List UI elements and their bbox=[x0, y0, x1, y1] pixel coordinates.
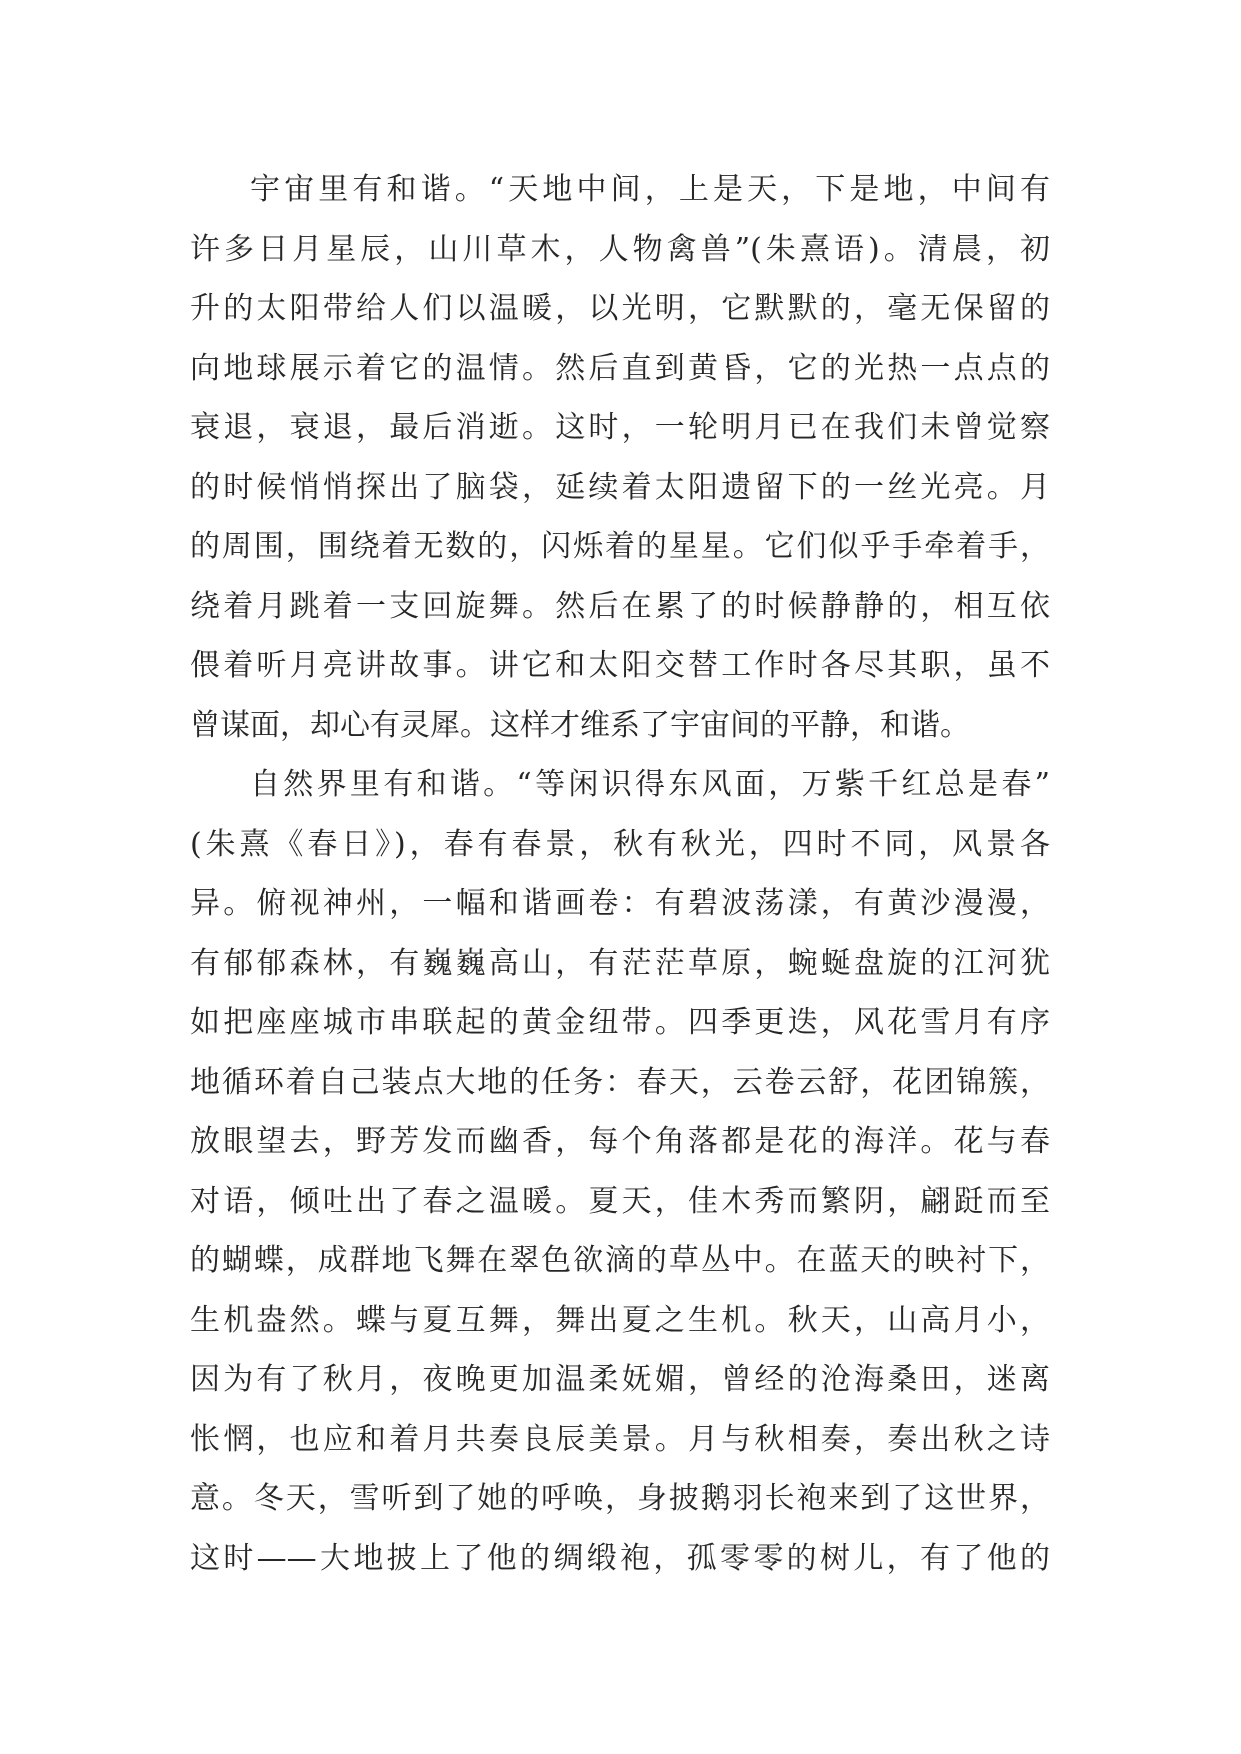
text-line: 放眼望去，野芳发而幽香，每个角落都是花的海洋。花与春 bbox=[190, 1124, 1050, 1159]
text-line: 的蝴蝶，成群地飞舞在翠色欲滴的草丛中。在蓝天的映衬下， bbox=[190, 1243, 1050, 1278]
text-line: 因为有了秋月，夜晚更加温柔妩媚，曾经的沧海桑田，迷离 bbox=[190, 1362, 1050, 1397]
text-line: 许多日月星辰，山川草木，人物禽兽”(朱熹语)。清晨，初 bbox=[190, 231, 1050, 267]
text-line: 的时候悄悄探出了脑袋，延续着太阳遗留下的一丝光亮。月 bbox=[190, 469, 1050, 505]
text-line: 异。俯视神州，一幅和谐画卷：有碧波荡漾，有黄沙漫漫， bbox=[190, 886, 1050, 921]
text-line: 如把座座城市串联起的黄金纽带。四季更迭，风花雪月有序 bbox=[190, 1005, 1050, 1040]
text-line: 地循环着自己装点大地的任务：春天，云卷云舒，花团锦簇， bbox=[190, 1064, 1050, 1100]
text-line: 绕着月跳着一支回旋舞。然后在累了的时候静静的，相互依 bbox=[190, 588, 1050, 624]
text-line: 升的太阳带给人们以温暖，以光明，它默默的，毫无保留的 bbox=[190, 291, 1050, 326]
text-line: (朱熹《春日》)，春有春景，秋有秋光，四时不同，风景各 bbox=[190, 826, 1050, 862]
text-line: 对语，倾吐出了春之温暖。夏天，佳木秀而繁阴，翩跹而至 bbox=[190, 1183, 1050, 1219]
text-line: 衰退，衰退，最后消逝。这时，一轮明月已在我们未曾觉察 bbox=[190, 410, 1050, 445]
text-line: 偎着听月亮讲故事。讲它和太阳交替工作时各尽其职，虽不 bbox=[190, 648, 1050, 683]
text-line: 这时——大地披上了他的绸缎袍，孤零零的树儿，有了他的 bbox=[190, 1540, 1050, 1576]
paragraph-universe-harmony bbox=[190, 160, 1050, 755]
text-line: 怅惘，也应和着月共奏良辰美景。月与秋相奏，奏出秋之诗 bbox=[190, 1421, 1050, 1457]
text-line: 自然界里有和谐。“等闲识得东风面，万紫千红总是春” bbox=[250, 767, 1050, 802]
text-line: 生机盎然。蝶与夏互舞，舞出夏之生机。秋天，山高月小， bbox=[190, 1302, 1050, 1338]
text-line: 向地球展示着它的温情。然后直到黄昏，它的光热一点点的 bbox=[190, 350, 1050, 386]
text-line: 意。冬天，雪听到了她的呼唤，身披鹅羽长袍来到了这世界， bbox=[190, 1481, 1050, 1516]
text-line: 有郁郁森林，有巍巍高山，有茫茫草原，蜿蜒盘旋的江河犹 bbox=[190, 945, 1050, 981]
document-body bbox=[190, 160, 1050, 1588]
paragraph-nature-harmony bbox=[190, 755, 1050, 1588]
text-line: 曾谋面，却心有灵犀。这样才维系了宇宙间的平静，和谐。 bbox=[190, 707, 970, 743]
text-line: 宇宙里有和谐。“天地中间，上是天，下是地，中间有 bbox=[250, 172, 1050, 207]
text-line: 的周围，围绕着无数的，闪烁着的星星。它们似乎手牵着手， bbox=[190, 529, 1050, 564]
